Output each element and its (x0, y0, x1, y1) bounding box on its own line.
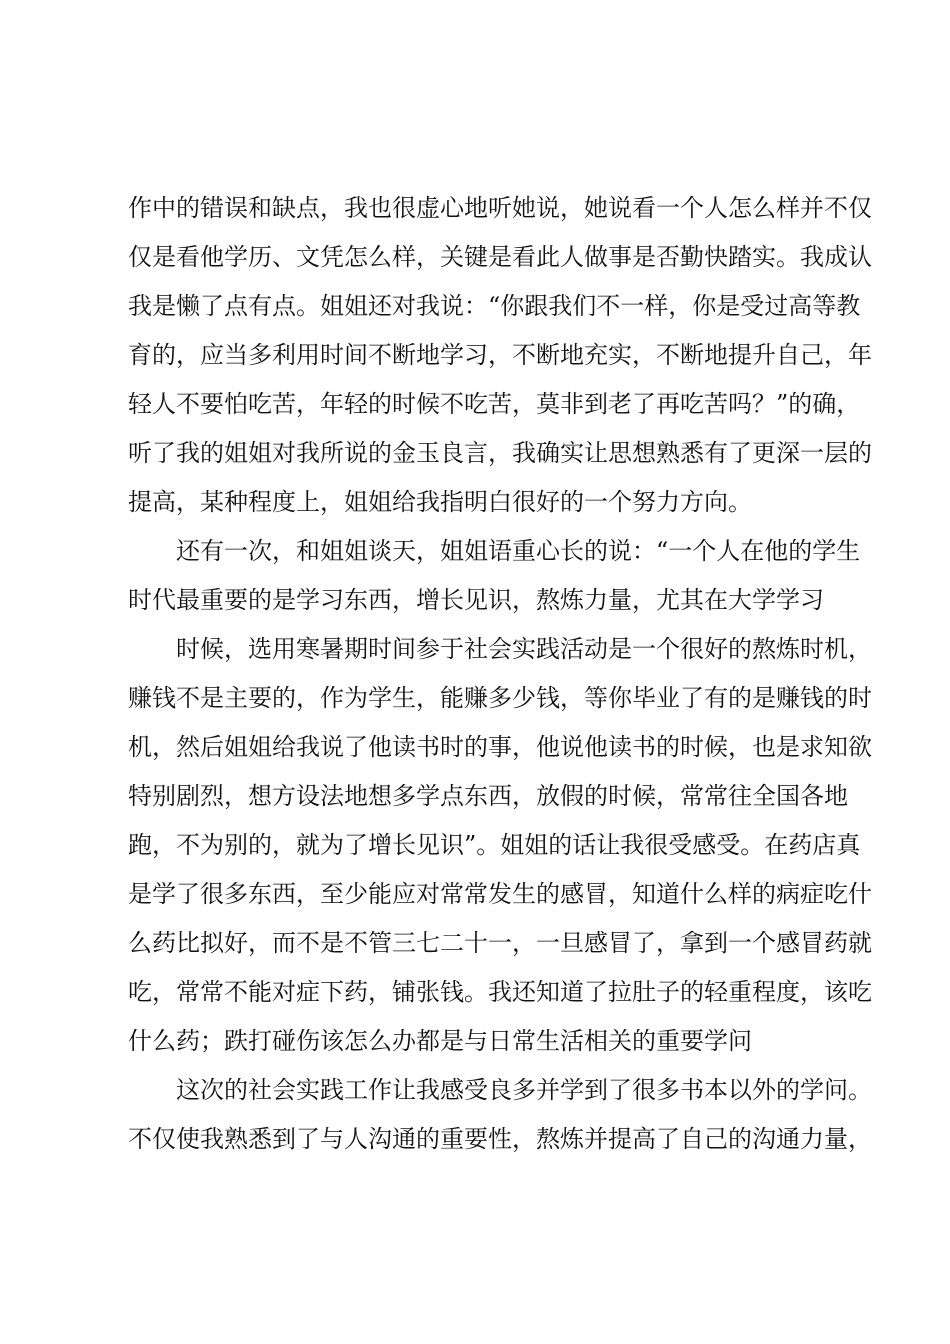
text-line: 机，然后姐姐给我说了他读书时的事，他说他读书的时候，也是求知欲 (128, 733, 872, 761)
text-line: 吃，常常不能对症下药，铺张钱。我还知道了拉肚子的轻重程度，该吃 (128, 978, 872, 1006)
text-line: 仅是看他学历、文凭怎么样，关键是看此人做事是否勤快踏实。我成认 (128, 243, 872, 271)
text-line: 什么药；跌打碰伤该怎么办都是与日常生活相关的重要学问 (128, 1027, 752, 1055)
text-line: 作中的错误和缺点，我也很虚心地听她说，她说看一个人怎么样并不仅 (128, 194, 872, 222)
body-text (128, 184, 872, 1164)
text-line: 时候，选用寒暑期时间参于社会实践活动是一个很好的熬炼时机， (176, 635, 872, 663)
text-line: 听了我的姐姐对我所说的金玉良言，我确实让思想熟悉有了更深一层的 (128, 439, 872, 467)
text-line: 是学了很多东西，至少能应对常常发生的感冒，知道什么样的病症吃什 (128, 880, 872, 908)
text-line: 跑，不为别的，就为了增长见识”。姐姐的话让我很受感受。在药店真 (128, 831, 861, 859)
text-line: 这次的社会实践工作让我感受良多并学到了很多书本以外的学问。 (176, 1076, 872, 1104)
text-line: 赚钱不是主要的，作为学生，能赚多少钱，等你毕业了有的是赚钱的时 (128, 684, 872, 712)
text-line: 轻人不要怕吃苦，年轻的时候不吃苦，莫非到老了再吃苦吗？”的确， (128, 390, 861, 418)
text-line: 么药比拟好，而不是不管三七二十一，一旦感冒了，拿到一个感冒药就 (128, 929, 872, 957)
text-line: 提高，某种程度上，姐姐给我指明白很好的一个努力方向。 (128, 488, 752, 516)
text-line: 不仅使我熟悉到了与人沟通的重要性，熬炼并提高了自己的沟通力量， (128, 1125, 872, 1153)
text-line: 我是懒了点有点。姐姐还对我说：“你跟我们不一样，你是受过高等教 (128, 292, 861, 320)
text-line: 还有一次，和姐姐谈天，姐姐语重心长的说：“一个人在他的学生 (176, 537, 861, 565)
text-line: 时代最重要的是学习东西，增长见识，熬炼力量，尤其在大学学习 (128, 586, 824, 614)
text-line: 特别剧烈，想方设法地想多学点东西，放假的时候，常常往全国各地 (128, 782, 848, 810)
text-line: 育的，应当多利用时间不断地学习，不断地充实，不断地提升自己，年 (128, 341, 872, 369)
